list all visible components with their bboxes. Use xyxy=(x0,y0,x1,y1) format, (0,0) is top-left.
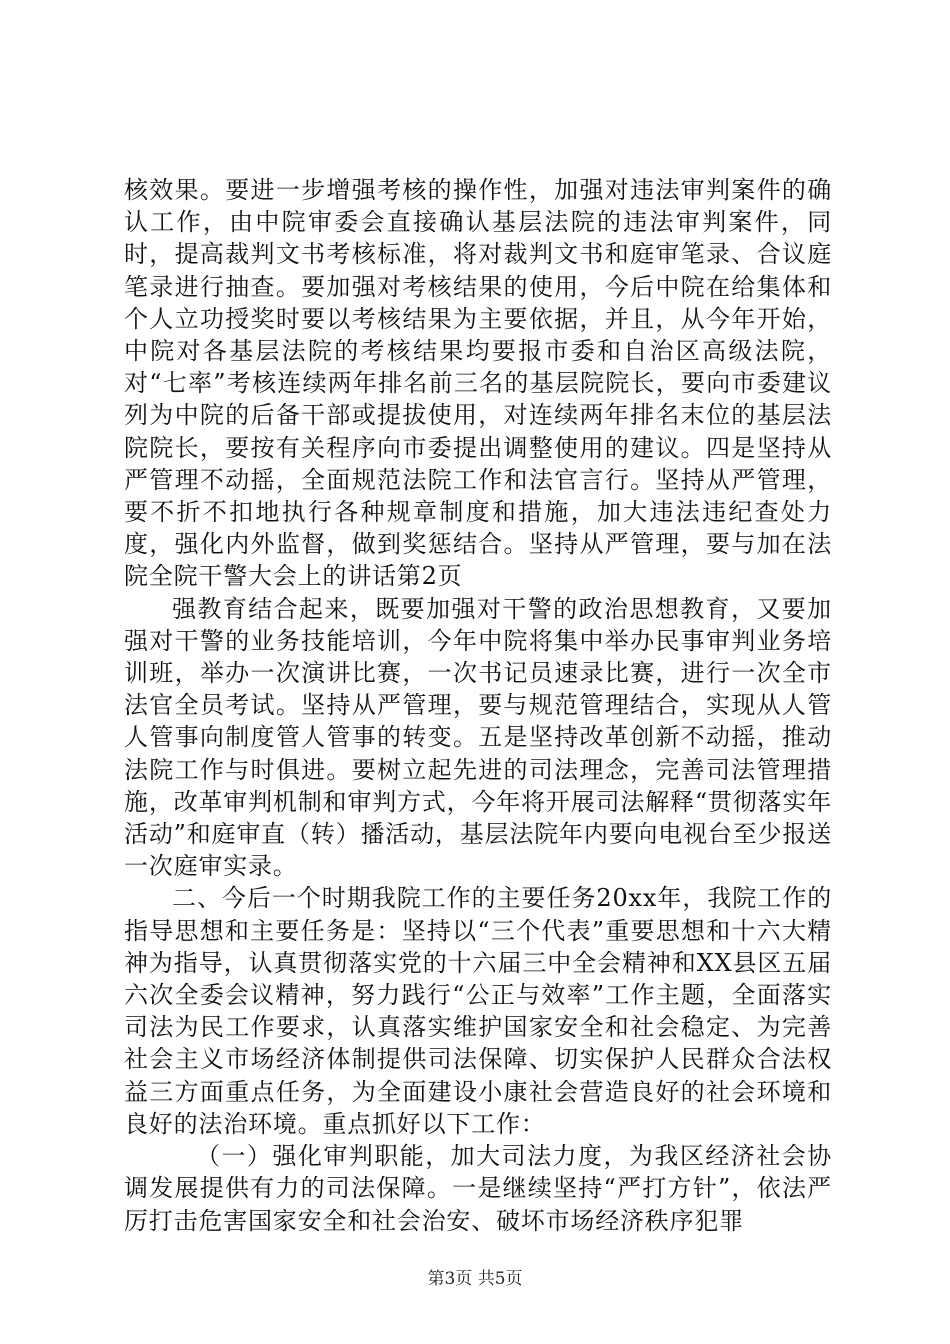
paragraph-education: 强教育结合起来，既要加强对干警的政治思想教育，又要加强对干警的业务技能培训，今年中院将集中举办民事审判业务培训班，举办一次演讲比赛，一次书记员速录比赛，进行一次全市法官全员考试。坚持从严管理，要与规范管理结合，实现从人管人管事向制度管人管事的转变。五是坚持改革创新不动摇，推动法院工作与时俱进。要树立起先进的司法理念，完善司法管理措施，改革审判机制和审判方式，今年将开展司法解释“贯彻落实年活动”和庭审直（转）播活动，基层法院年内要向电视台至少报送一次庭审实录。 xyxy=(124,594,832,881)
paragraph-main-tasks: 二、今后一个时期我院工作的主要任务20xx年，我院工作的指导思想和主要任务是：坚持以“三个代表”重要思想和十六大精神为指导，认真贯彻落实党的十六届三中全会精神和XX县区五届六次全委会议精神，努力践行“公正与效率”工作主题，全面落实司法为民工作要求，认真落实维护国家安全和社会稳定、为完善社会主义市场经济体制提供司法保障、切实保护人民群众合法权益三方面重点任务，为全面建设小康社会营造良好的社会环境和良好的法治环境。重点抓好以下工作： xyxy=(124,884,832,1138)
paragraph-judicial-function: （一）强化审判职能，加大司法力度，为我区经济社会协调发展提供有力的司法保障。一是继续坚持“严打方针”，依法严厉打击危害国家安全和社会治安、破坏市场经济秩序犯罪 xyxy=(124,1142,832,1235)
page-footer: 第3页 共5页 xyxy=(427,1269,523,1289)
document-body xyxy=(124,174,832,1237)
paragraph-continuation: 核效果。要进一步增强考核的操作性，加强对违法审判案件的确认工作，由中院审委会直接确认基层法院的违法审判案件，同时，提高裁判文书考核标准，将对裁判文书和庭审笔录、合议庭笔录进行抽查。要加强对考核结果的使用，今后中院在给集体和个人立功授奖时要以考核结果为主要依据，并且，从今年开始，中院对各基层法院的考核结果均要报市委和自治区高级法院，对“七率”考核连续两年排名前三名的基层院院长，要向市委建议列为中院的后备干部或提拔使用，对连续两年排名末位的基层法院院长，要按有关程序向市委提出调整使用的建议。四是坚持从严管理不动摇，全面规范法院工作和法官言行。坚持从严管理，要不折不扣地执行各种规章制度和措施，加大违法违纪查处力度，强化内外监督，做到奖惩结合。坚持从严管理，要与加在法院全院干警大会上的讲话第2页 xyxy=(124,176,832,591)
